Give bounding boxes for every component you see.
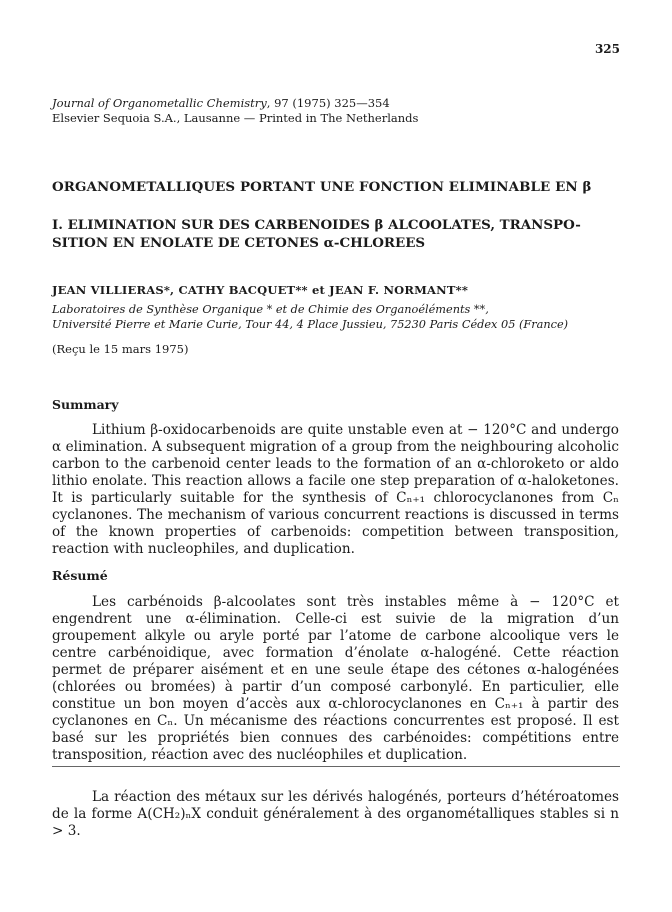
journal-line — [52, 96, 418, 111]
journal-volume: , 97 (1975) 325—354 — [266, 96, 390, 110]
publisher-line: Elsevier Sequoia S.A., Lausanne — Printed in The Netherlands — [52, 111, 419, 125]
page-number: 325 — [594, 42, 620, 56]
resume-section — [52, 594, 619, 764]
article-title: ORGANOMETALLIQUES PORTANT UNE FONCTION ELIMINABLE EN β — [52, 179, 592, 195]
summary-section — [52, 422, 619, 558]
article-subtitle: I. ELIMINATION SUR DES CARBENOIDES β ALCOOLATES, TRANSPO-SITION EN ENOLATE DE CETONES α-CHLOREES — [52, 217, 581, 251]
summary-paragraph: Lithium β-oxidocarbenoids are quite unstable even at − 120°C and undergo α elimination. A subsequent migration of a group from the neighbouring alcoholic carbon to the carbenoid center leads to the formation of an α-chloroketo or aldo lithio enolate. This reaction allows a facile one step preparation of α-haloketones. It is particularly suitable for the synthesis of Cₙ₊₁ chlorocyclanones from Cₙ cyclanones. The mechanism of various concurrent reactions is discussed in terms of the known properties of carbenoids: competition between transposition, reaction with nucleophiles, and duplication. — [52, 422, 619, 557]
introduction-paragraph: La réaction des métaux sur les dérivés halogénés, porteurs d’hétéroatomes de la forme A(CH₂)ₙX conduit généralement à des organométalliques stables si n > 3. — [52, 789, 619, 839]
affiliation-line-1: Laboratoires de Synthèse Organique * et de Chimie des Organoéléments **, — [52, 303, 489, 316]
introduction-section — [52, 789, 619, 840]
summary-heading: Summary — [52, 397, 119, 412]
author-list: JEAN VILLIERAS*, CATHY BACQUET** et JEAN F. NORMANT** — [52, 283, 469, 297]
journal-citation — [52, 96, 418, 126]
journal-name: Journal of Organometallic Chemistry — [52, 96, 267, 110]
affiliation-line-2: Université Pierre et Marie Curie, Tour 44, 4 Place Jussieu, 75230 Paris Cédex 05 (France) — [52, 318, 569, 331]
resume-paragraph: Les carbénoids β-alcoolates sont très instables même à − 120°C et engendrent une α-élimination. Celle-ci est suivie de la migration d’un groupement alkyle ou aryle porté par l’atome de carbone alcoolique vers le centre carbénoidique, avec formation d’énolate α-halogéné. Cette réaction permet de préparer aisément et en une seule étape des cétones α-halogénées (chlorées ou bromées) à partir d’un composé carbonylé. En particulier, elle constitue un bon moyen d’accès aux α-chlorocyclanones en Cₙ₊₁ à partir des cyclanones en Cₙ. Un mécanisme des réactions concurrentes est proposé. Il est basé sur les propriétés bien connues des carbénoides: compétitions entre transposition, réaction avec des nucléophiles et duplication. — [52, 594, 619, 763]
author-affiliation — [52, 302, 627, 332]
section-divider — [52, 766, 620, 767]
resume-heading: Résumé — [52, 568, 108, 583]
received-date: (Reçu le 15 mars 1975) — [52, 342, 189, 356]
